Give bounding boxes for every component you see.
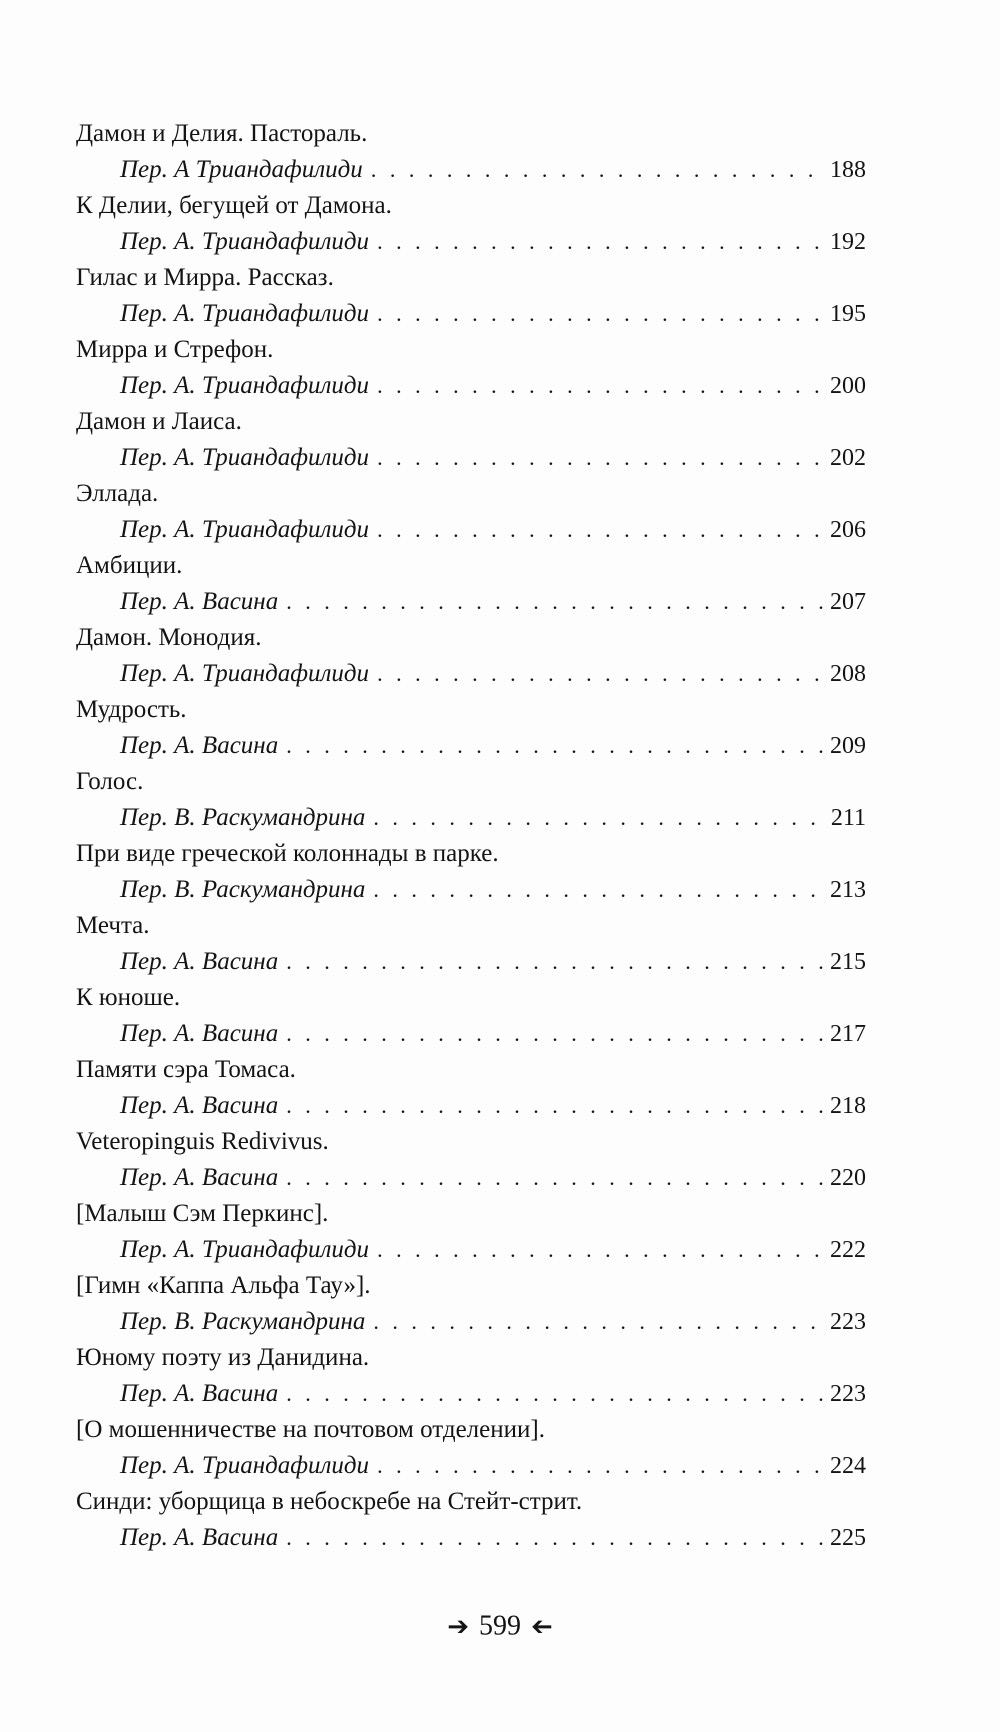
- dot-leader: [363, 152, 826, 188]
- entry-translator-line: [76, 1016, 866, 1052]
- entry-page-number: 215: [830, 949, 866, 975]
- entry-translator-line: [76, 1448, 866, 1484]
- translator-name: Пер. А. Триандафилиди: [120, 1236, 370, 1263]
- entry-page-number: 209: [830, 733, 866, 759]
- entry-page-number: 202: [830, 445, 866, 471]
- dot-leader: [278, 1088, 826, 1124]
- toc-entry: [76, 1340, 866, 1412]
- entry-page-number: 211: [830, 805, 866, 831]
- dot-leader: [365, 872, 826, 908]
- entry-page-number: 192: [830, 229, 866, 255]
- toc-entry: [76, 1124, 866, 1196]
- translator-name: Пер. А. Триандафилиди: [120, 444, 370, 471]
- entry-translator-line: [76, 1304, 866, 1340]
- entry-translator-line: [76, 1088, 866, 1124]
- toc-entry: [76, 1484, 866, 1556]
- dot-leader: [369, 1448, 826, 1484]
- entry-translator-line: [76, 1520, 866, 1556]
- entry-page-number: 223: [830, 1381, 866, 1407]
- entry-translator-line: [76, 656, 866, 692]
- entry-title: Голос.: [76, 768, 144, 795]
- entry-translator-line: [76, 800, 866, 836]
- toc-entry: [76, 1412, 866, 1484]
- dot-leader: [278, 1520, 826, 1556]
- toc-entry: [76, 836, 866, 908]
- entry-title: Дамон и Лаиса.: [76, 408, 242, 435]
- entry-translator-line: [76, 584, 866, 620]
- entry-title: К юноше.: [76, 984, 181, 1011]
- dot-leader: [278, 944, 826, 980]
- toc-entry: [76, 1196, 866, 1268]
- entry-page-number: 225: [830, 1525, 866, 1551]
- dot-leader: [369, 512, 826, 548]
- entry-page-number: 213: [830, 877, 866, 903]
- page-footer: [0, 1605, 1000, 1647]
- entry-page-number: 188: [830, 157, 866, 183]
- toc-entry: [76, 764, 866, 836]
- entry-title: Синди: уборщица в небоскребе на Стейт-стрит.: [76, 1488, 583, 1515]
- translator-name: Пер. А. Васина: [120, 1020, 279, 1047]
- translator-name: Пер. В. Раскумандрина: [120, 876, 366, 903]
- entry-title: Амбиции.: [76, 552, 183, 579]
- dot-leader: [278, 1016, 826, 1052]
- page-number: 599: [479, 1610, 521, 1642]
- entry-page-number: 224: [830, 1453, 866, 1479]
- left-arrow-ornament-icon: ➔: [531, 1611, 553, 1641]
- translator-name: Пер. А. Васина: [120, 732, 279, 759]
- entry-page-number: 200: [830, 373, 866, 399]
- translator-name: Пер. В. Раскумандрина: [120, 1308, 366, 1335]
- entry-title: Эллада.: [76, 480, 159, 507]
- translator-name: Пер. В. Раскумандрина: [120, 804, 366, 831]
- entry-translator-line: [76, 872, 866, 908]
- entry-page-number: 207: [830, 589, 866, 615]
- dot-leader: [365, 1304, 826, 1340]
- dot-leader: [369, 656, 826, 692]
- toc-entry: [76, 908, 866, 980]
- translator-name: Пер. А. Васина: [120, 1380, 279, 1407]
- entry-page-number: 217: [830, 1021, 866, 1047]
- translator-name: Пер. А. Васина: [120, 948, 279, 975]
- entry-translator-line: [76, 152, 866, 188]
- right-arrow-ornament-icon: ➔: [447, 1611, 469, 1641]
- dot-leader: [369, 296, 826, 332]
- entry-title: Veteropinguis Redivivus.: [76, 1128, 329, 1155]
- translator-name: Пер. А. Васина: [120, 1524, 279, 1551]
- translator-name: Пер. А. Триандафилиди: [120, 228, 370, 255]
- entry-page-number: 195: [830, 301, 866, 327]
- translator-name: Пер. А. Триандафилиди: [120, 660, 370, 687]
- translator-name: Пер. А. Васина: [120, 588, 279, 615]
- entry-title: [О мошенничестве на почтовом отделении].: [76, 1416, 545, 1443]
- translator-name: Пер. А. Васина: [120, 1092, 279, 1119]
- translator-name: Пер. А. Триандафилиди: [120, 516, 370, 543]
- entry-translator-line: [76, 224, 866, 260]
- entry-title: [Малыш Сэм Перкинс].: [76, 1200, 329, 1227]
- toc-entry: [76, 548, 866, 620]
- entry-translator-line: [76, 1376, 866, 1412]
- dot-leader: [369, 368, 826, 404]
- dot-leader: [369, 224, 826, 260]
- entry-page-number: 223: [830, 1309, 866, 1335]
- translator-name: Пер. А. Триандафилиди: [120, 1452, 370, 1479]
- entry-translator-line: [76, 368, 866, 404]
- entry-page-number: 218: [830, 1093, 866, 1119]
- entry-title: К Делии, бегущей от Дамона.: [76, 192, 392, 219]
- dot-leader: [365, 800, 826, 836]
- dot-leader: [278, 728, 826, 764]
- toc-entry: [76, 260, 866, 332]
- entry-title: Мирра и Стрефон.: [76, 336, 274, 363]
- entry-title: Мечта.: [76, 912, 150, 939]
- toc-entry: [76, 1268, 866, 1340]
- entry-title: [Гимн «Каппа Альфа Тау»].: [76, 1272, 371, 1299]
- entry-page-number: 208: [830, 661, 866, 687]
- entry-translator-line: [76, 728, 866, 764]
- translator-name: Пер. А Триандафилиди: [120, 156, 363, 183]
- dot-leader: [278, 1376, 826, 1412]
- dot-leader: [369, 1232, 826, 1268]
- entry-page-number: 206: [830, 517, 866, 543]
- table-of-contents: [76, 116, 866, 1556]
- entry-title: Дамон. Монодия.: [76, 624, 262, 651]
- dot-leader: [278, 584, 826, 620]
- entry-title: Дамон и Делия. Пастораль.: [76, 120, 368, 147]
- toc-entry: [76, 404, 866, 476]
- entry-translator-line: [76, 296, 866, 332]
- translator-name: Пер. А. Васина: [120, 1164, 279, 1191]
- entry-title: Гилас и Мирра. Рассказ.: [76, 264, 334, 291]
- toc-entry: [76, 1052, 866, 1124]
- toc-entry: [76, 692, 866, 764]
- entry-title: При виде греческой колоннады в парке.: [76, 840, 499, 867]
- toc-entry: [76, 980, 866, 1052]
- toc-entry: [76, 476, 866, 548]
- toc-entry: [76, 332, 866, 404]
- entry-page-number: 222: [830, 1237, 866, 1263]
- entry-title: Мудрость.: [76, 696, 187, 723]
- translator-name: Пер. А. Триандафилиди: [120, 300, 370, 327]
- toc-entry: [76, 188, 866, 260]
- entry-translator-line: [76, 1160, 866, 1196]
- dot-leader: [278, 1160, 826, 1196]
- entry-page-number: 220: [830, 1165, 866, 1191]
- entry-title: Юному поэту из Данидина.: [76, 1344, 370, 1371]
- toc-entry: [76, 620, 866, 692]
- entry-translator-line: [76, 1232, 866, 1268]
- entry-translator-line: [76, 944, 866, 980]
- dot-leader: [369, 440, 826, 476]
- entry-title: Памяти сэра Томаса.: [76, 1056, 296, 1083]
- entry-translator-line: [76, 440, 866, 476]
- translator-name: Пер. А. Триандафилиди: [120, 372, 370, 399]
- entry-translator-line: [76, 512, 866, 548]
- toc-entry: [76, 116, 866, 188]
